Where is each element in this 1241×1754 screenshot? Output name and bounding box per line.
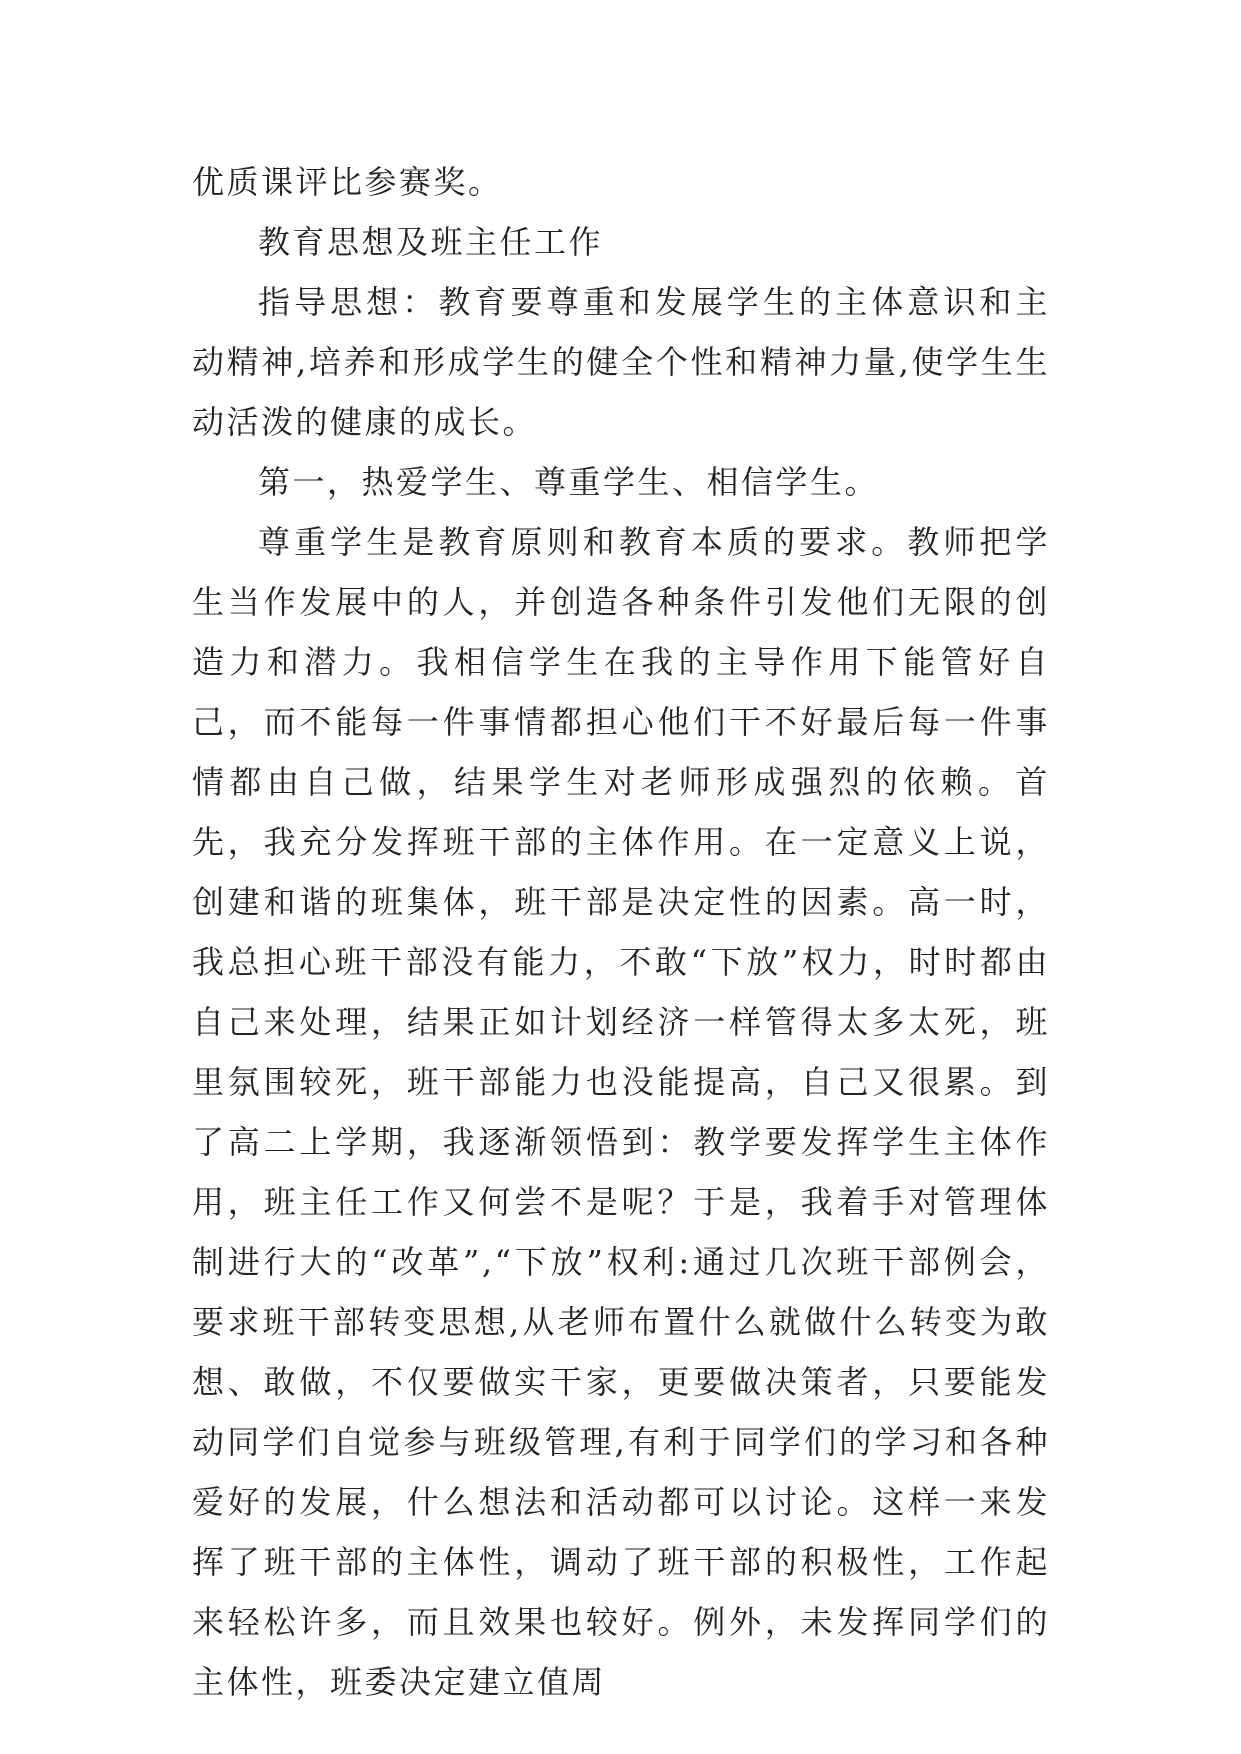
paragraph-guiding-thought: 指导思想：教育要尊重和发展学生的主体意识和主动精神,培养和形成学生的健全个性和精神力量,使学生生动活泼的健康的成长。 xyxy=(192,283,1050,441)
paragraph-body: 尊重学生是教育原则和教育本质的要求。教师把学生当作发展中的人，并创造各种条件引发他们无限的创造力和潜力。我相信学生在我的主导作用下能管好自己，而不能每一件事情都担心他们干不好最后每一件事情都由自己做，结果学生对老师形成强烈的依赖。首先，我充分发挥班干部的主体作用。在一定意义上说，创建和谐的班集体，班干部是决定性的因素。高一时，我总担心班干部没有能力，不敢“下放”权力，时时都由自己来处理，结果正如计划经济一样管得太多太死，班里氛围较死，班干部能力也没能提高，自己又很累。到了高二上学期，我逐渐领悟到：教学要发挥学生主体作用，班主任工作又何尝不是呢？于是，我着手对管理体制进行大的“改革”,“下放”权利:通过几次班干部例会，要求班干部转变思想,从老师布置什么就做什么转变为敢想、敢做，不仅要做实干家，更要做决策者，只要能发动同学们自觉参与班级管理,有利于同学们的学习和各种爱好的发展，什么想法和活动都可以讨论。这样一来发挥了班干部的主体性，调动了班干部的积极性，工作起来轻松许多，而且效果也较好。例外，未发挥同学们的主体性，班委决定建立值周 xyxy=(192,523,1050,1701)
document-body xyxy=(192,152,1050,1712)
paragraph-point-one: 第一，热爱学生、尊重学生、相信学生。 xyxy=(258,463,880,501)
paragraph-continuation: 优质课评比参赛奖。 xyxy=(192,163,503,201)
section-heading: 教育思想及班主任工作 xyxy=(258,223,604,261)
